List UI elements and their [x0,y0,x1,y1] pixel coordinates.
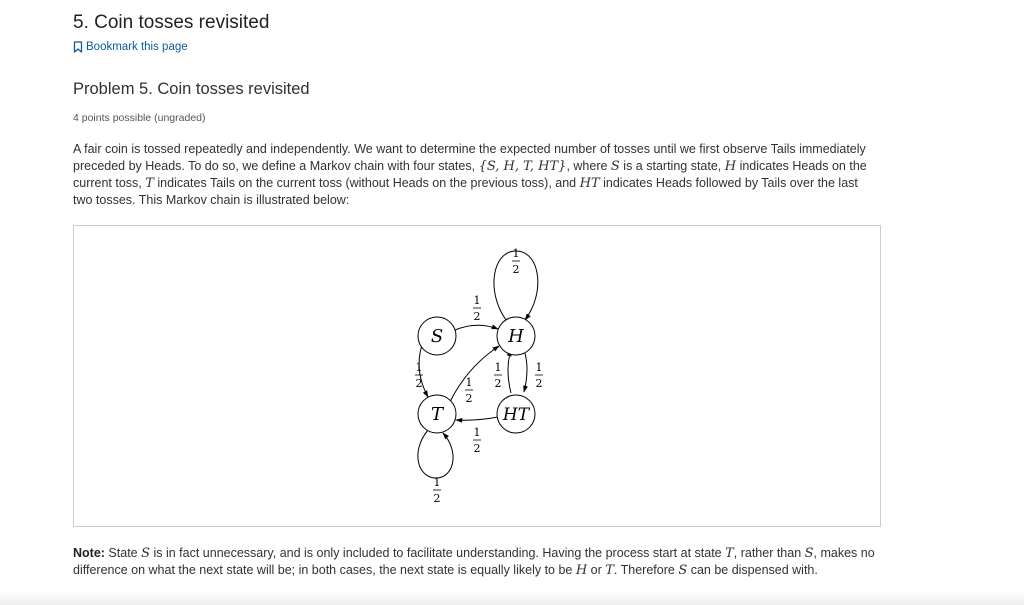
svg-text:1: 1 [433,476,441,489]
problem-title: Problem 5. Coin tosses revisited [73,80,310,98]
svg-text:2: 2 [473,442,481,455]
prob-label-ht-to-t [473,426,481,455]
svg-text:1: 1 [465,376,473,389]
svg-text:2: 2 [494,377,502,390]
svg-text:2: 2 [512,263,520,276]
svg-text:2: 2 [535,377,543,390]
svg-text:1: 1 [494,361,502,374]
state-ht-label: HT [502,405,530,425]
edge-ht-to-t [456,417,498,420]
edge-s-to-h [455,325,498,330]
note-label: Note: [73,546,105,560]
svg-text:2: 2 [415,377,423,390]
markov-chain-figure [73,225,881,527]
bookmark-button[interactable] [73,41,188,53]
math-state-set: {S, H, T, HT} [478,159,567,174]
edge-ht-to-h [508,350,511,393]
prob-label-h-self [512,247,520,276]
note-paragraph: Note: State S is in fact unnecessary, and is only included to facilitate understanding. Having the process start at state T, rather than S, makes no difference on what the next state will be; in both cases, the next state is equally likely to be H or T. Therefore S can be dispensed with. [73,546,875,578]
prob-label-t-to-h [465,376,473,405]
svg-text:2: 2 [433,492,441,505]
state-t-label: T [430,404,444,425]
edge-t-to-h [449,346,499,404]
svg-text:1: 1 [535,361,543,374]
state-s-label: S [430,326,444,347]
edge-t-self-loop [418,430,453,478]
svg-text:1: 1 [512,247,520,260]
points-possible: 4 points possible (ungraded) [73,112,206,124]
svg-text:2: 2 [465,392,473,405]
svg-text:1: 1 [473,426,481,439]
prob-label-s-to-h [473,294,481,323]
svg-text:1: 1 [473,294,481,307]
markov-chain-diagram [74,226,880,526]
bottom-fade [0,591,1024,605]
bookmark-label: Bookmark this page [86,41,188,53]
prob-label-ht-to-h [494,361,502,390]
prob-label-t-self [433,476,441,505]
bookmark-icon [73,41,83,53]
svg-text:1: 1 [415,361,423,374]
edge-h-to-ht [524,350,527,392]
prob-label-s-to-t [415,361,423,390]
state-h-label: H [508,326,524,347]
problem-intro: A fair coin is tossed repeatedly and independently. We want to determine the expected number of tosses until we first observe Tails immediately preceded by Heads. To do so, we define a Markov chain with four states, {S, H, T, HT}, where S is a starting state, H indicates Heads on the current toss, T indicates Tails on the current toss (without Heads on the previous toss), and HT indicates Heads followed by Tails over the last two tosses. This Markov chain is illustrated below: [73,142,867,207]
section-title: 5. Coin tosses revisited [73,12,270,33]
prob-label-h-to-ht [535,361,543,390]
svg-text:2: 2 [473,310,481,323]
